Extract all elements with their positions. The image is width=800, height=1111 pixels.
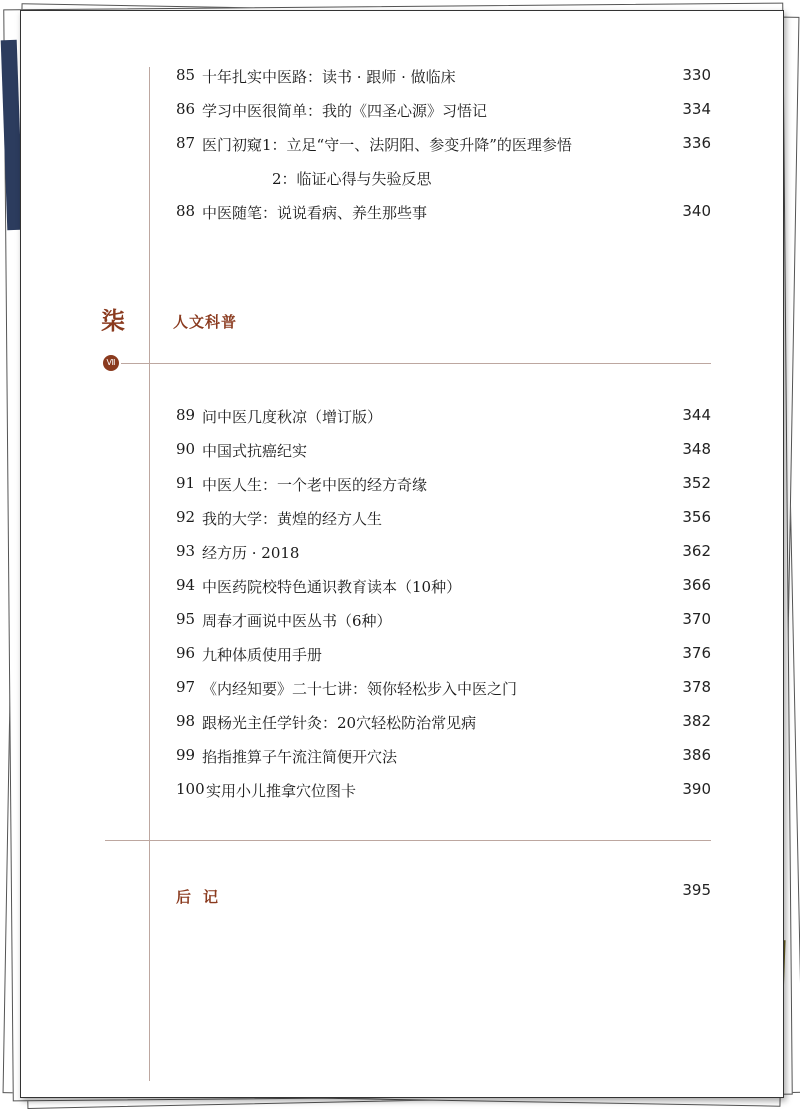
toc-entry[interactable] <box>176 440 711 466</box>
entry-title: 九种体质使用手册 <box>202 646 323 664</box>
entry-number: 88 <box>176 202 196 220</box>
toc-entry[interactable] <box>176 474 711 500</box>
toc-entry[interactable] <box>176 678 711 704</box>
entry-title: 经方历 · 2018 <box>202 544 300 562</box>
entry-page: 378 <box>682 678 711 696</box>
toc-sub-entry[interactable] <box>176 168 711 194</box>
entry-page: 362 <box>682 542 711 560</box>
section-roman-badge: Ⅶ <box>103 355 119 371</box>
toc-entry[interactable] <box>176 66 711 92</box>
entry-number: 94 <box>176 576 196 594</box>
entry-page: 376 <box>682 644 711 662</box>
entry-page: 356 <box>682 508 711 526</box>
section-divider <box>121 363 711 364</box>
entry-number: 91 <box>176 474 196 492</box>
entry-title: 学习中医很简单：我的《四圣心源》习悟记 <box>202 102 488 120</box>
entry-number: 90 <box>176 440 196 458</box>
entry-page: 386 <box>682 746 711 764</box>
entry-title: 中国式抗癌纪实 <box>202 442 308 460</box>
entry-page: 336 <box>682 134 711 152</box>
entry-title: 掐指推算子午流注简便开穴法 <box>202 748 398 766</box>
entry-title: 《内经知要》二十七讲：领你轻松步入中医之门 <box>202 680 518 698</box>
entry-title: 周春才画说中医丛书（6种） <box>202 612 392 630</box>
entry-title: 实用小儿推拿穴位图卡 <box>206 782 357 800</box>
entry-number: 98 <box>176 712 196 730</box>
toc-entry[interactable] <box>176 712 711 738</box>
toc-entry[interactable] <box>176 406 711 432</box>
toc-entry[interactable] <box>176 508 711 534</box>
entry-number: 92 <box>176 508 196 526</box>
entry-number: 99 <box>176 746 196 764</box>
toc-page <box>20 10 784 1098</box>
toc-entry[interactable] <box>176 746 711 772</box>
entry-page: 390 <box>682 780 711 798</box>
entry-page: 370 <box>682 610 711 628</box>
afterword-divider <box>105 840 711 841</box>
entry-number: 100 <box>176 780 205 798</box>
section-numeral: 柒 <box>101 306 125 335</box>
section-title[interactable]: 人文科普 <box>173 313 238 331</box>
entry-title: 中医药院校特色通识教育读本（10种） <box>202 578 462 596</box>
entry-page: 340 <box>682 202 711 220</box>
entry-number: 85 <box>176 66 196 84</box>
toc-entry[interactable] <box>176 610 711 636</box>
entry-number: 97 <box>176 678 196 696</box>
entry-number: 87 <box>176 134 196 152</box>
toc-entry[interactable] <box>176 100 711 126</box>
entry-title: 问中医几度秋凉（增订版） <box>202 408 383 426</box>
entry-number: 86 <box>176 100 196 118</box>
toc-entry[interactable] <box>176 134 711 160</box>
entry-page: 344 <box>682 406 711 424</box>
entry-number: 95 <box>176 610 196 628</box>
entry-title: 中医随笔：说说看病、养生那些事 <box>202 204 428 222</box>
entry-title: 跟杨光主任学针灸：20穴轻松防治常见病 <box>202 714 477 732</box>
vertical-rule <box>149 67 150 1081</box>
afterword-title[interactable]: 后记 <box>176 888 231 906</box>
entry-page: 330 <box>682 66 711 84</box>
entry-title: 十年扎实中医路：读书 · 跟师 · 做临床 <box>202 68 456 86</box>
entry-title: 医门初窥1：立足“守一、法阴阳、参变升降”的医理参悟 <box>202 136 572 154</box>
entry-page: 348 <box>682 440 711 458</box>
entry-title: 我的大学：黄煌的经方人生 <box>202 510 383 528</box>
entry-title: 2：临证心得与失验反思 <box>272 170 432 188</box>
toc-entry[interactable] <box>176 542 711 568</box>
entry-title: 中医人生：一个老中医的经方奇缘 <box>202 476 428 494</box>
afterword-page: 395 <box>682 881 711 899</box>
entry-number: 96 <box>176 644 196 662</box>
toc-entry[interactable] <box>176 780 711 806</box>
entry-page: 334 <box>682 100 711 118</box>
toc-entry[interactable] <box>176 644 711 670</box>
entry-number: 89 <box>176 406 196 424</box>
toc-entry[interactable] <box>176 576 711 602</box>
entry-page: 382 <box>682 712 711 730</box>
toc-entry[interactable] <box>176 202 711 228</box>
entry-number: 93 <box>176 542 196 560</box>
entry-page: 366 <box>682 576 711 594</box>
entry-page: 352 <box>682 474 711 492</box>
